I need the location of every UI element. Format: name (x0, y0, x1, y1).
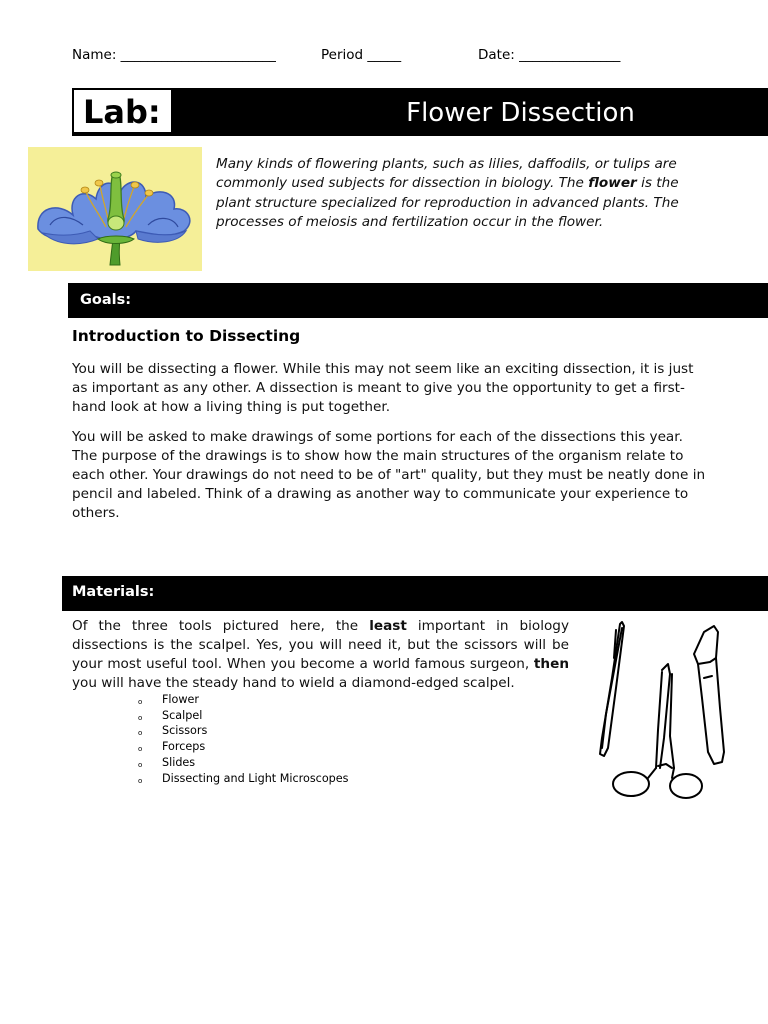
date-field: Date: _______________ (478, 47, 621, 63)
list-item-label: Slides (162, 755, 196, 769)
materials-text-c: you will have the steady hand to wield a diamond-edged scalpel. (72, 675, 515, 691)
goals-paragraph-2-text: You will be asked to make drawings of some portions for each of the dissections this year. The purpose of the drawings is to show how the main structures of the organism relate to each other. Your drawings do not need to be of "art" quality, but they must be neatly done in pencil and labeled. Think of a drawing as another way to communicate your experience to others. (72, 429, 706, 521)
title-bar (72, 88, 768, 136)
page-title: Flower Dissection (406, 98, 635, 128)
intro-line-4: processes of meiosis and fertilization occur in the flower. (216, 213, 604, 230)
bullet-icon: o (138, 713, 143, 722)
bullet-icon: o (138, 760, 143, 769)
goals-paragraph-1 (72, 360, 712, 417)
goals-paragraph-1-text: You will be dissecting a flower. While this may not seem like an exciting dissection, it is just as important as any other. A dissection is meant to give you the opportunity to get a first-hand look at how a living thing is put together. (72, 361, 694, 415)
materials-bold-least: least (369, 618, 407, 634)
list-item (138, 692, 348, 708)
materials-text-b: important in biology dissections is the scalpel. Yes, you will need it, but the scissors will be your most useful tool. When you become a world famous surgeon, (72, 618, 569, 672)
materials-paragraph-text (72, 617, 569, 693)
materials-bold-then: then (533, 656, 569, 672)
bullet-icon: o (138, 729, 143, 738)
section-subheading: Introduction to Dissecting (72, 327, 301, 345)
list-item (138, 739, 348, 755)
materials-paragraph (72, 617, 569, 693)
list-item (138, 755, 348, 771)
materials-heading: Materials: (62, 576, 768, 611)
list-item (138, 723, 348, 739)
materials-list (138, 692, 348, 786)
list-item (138, 708, 348, 724)
intro-line-3: plant structure specialized for reproduction in advanced plants. The (216, 194, 679, 211)
dissection-tools-icon (586, 618, 736, 804)
lab-label: Lab: (73, 89, 172, 133)
list-item-label: Dissecting and Light Microscopes (162, 771, 349, 785)
list-item-label: Flower (162, 693, 200, 706)
list-item-label: Scalpel (162, 708, 203, 722)
bullet-icon: o (138, 745, 143, 754)
intro-text (216, 155, 716, 232)
goals-paragraph-2 (72, 428, 712, 523)
bullet-icon: o (138, 776, 143, 785)
intro-line-2-end: is the (636, 175, 679, 192)
goals-heading: Goals: (68, 283, 768, 318)
materials-text-a: Of the three tools pictured here, the (72, 618, 370, 634)
period-field: Period _____ (321, 47, 402, 63)
list-item-label: Scissors (162, 724, 208, 738)
intro-line-2-start: commonly used subjects for dissection in biology. The (216, 175, 589, 192)
intro-bold-flower: flower (588, 175, 637, 192)
list-item-label: Forceps (162, 740, 206, 754)
flower-diagram-icon (28, 147, 202, 271)
intro-line-1: Many kinds of flowering plants, such as lilies, daffodils, or tulips are (216, 156, 677, 172)
name-field: Name: _______________________ (72, 47, 276, 63)
intro-line-2 (216, 174, 716, 193)
list-item (138, 771, 348, 787)
bullet-icon: o (138, 698, 143, 706)
